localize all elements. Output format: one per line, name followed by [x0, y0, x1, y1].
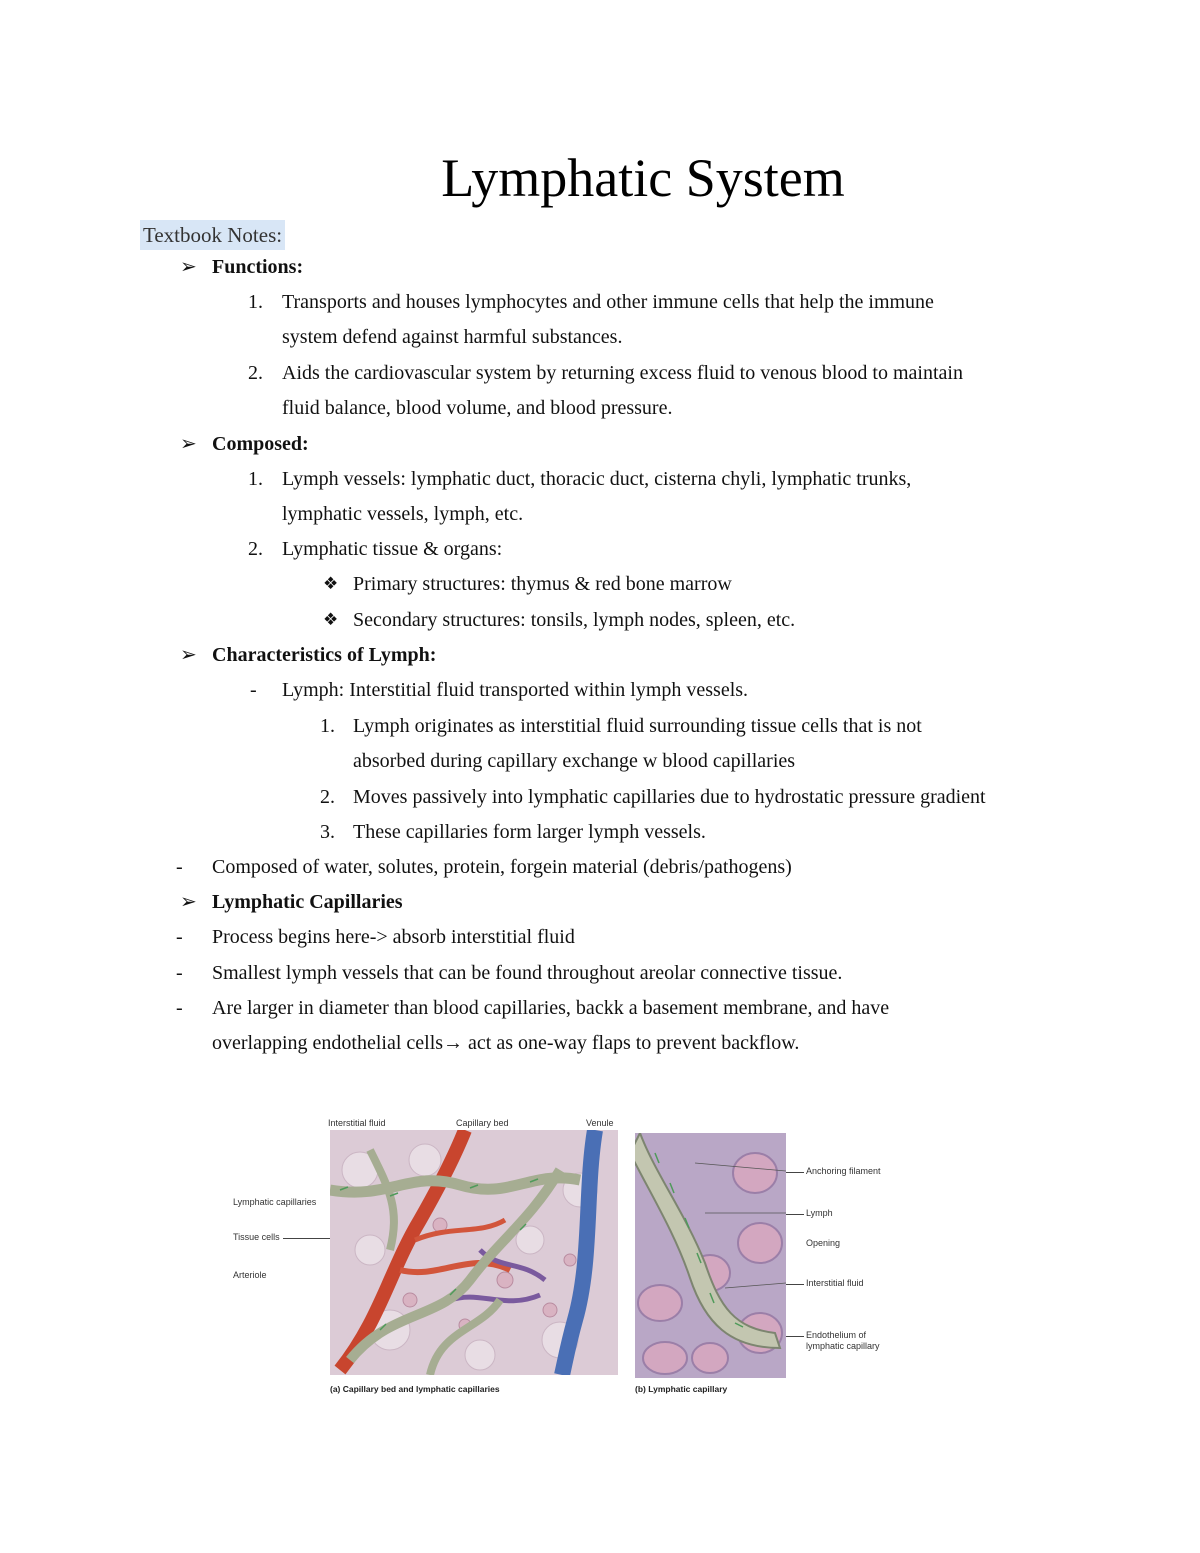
label-opening: Opening: [806, 1238, 841, 1248]
label-endothelium-continued: lymphatic capillary: [806, 1341, 880, 1351]
list-item: Lymph vessels: lymphatic duct, thoracic duct, cisterna chyli, lymphatic trunks,: [282, 468, 912, 490]
arrow-bullet-icon: ➢: [180, 891, 197, 913]
list-item: Lymphatic tissue & organs:: [282, 538, 503, 560]
bullet-point: Smallest lymph vessels that can be found throughout areolar connective tissue.: [212, 962, 843, 984]
dash-bullet-icon: -: [176, 997, 183, 1019]
arrow-bullet-icon: ➢: [180, 256, 197, 278]
list-item: Lymph originates as interstitial fluid surrounding tissue cells that is not: [353, 715, 922, 737]
label-arteriole: Arteriole: [233, 1270, 267, 1280]
caption-a: (a) Capillary bed and lymphatic capillaries: [330, 1384, 500, 1394]
leader-line: [786, 1214, 804, 1215]
label-interstitial-fluid-b: Interstitial fluid: [806, 1278, 864, 1288]
list-number: 1.: [248, 291, 263, 313]
list-item-continued: absorbed during capillary exchange w blood capillaries: [353, 750, 796, 772]
label-endothelium: Endothelium of: [806, 1330, 867, 1340]
label-capillary-bed: Capillary bed: [456, 1118, 509, 1128]
label-lymph: Lymph: [806, 1208, 833, 1218]
sub-list-item: Secondary structures: tonsils, lymph nodes, spleen, etc.: [353, 609, 796, 631]
leader-line: [786, 1284, 804, 1285]
capillary-bed-illustration: [330, 1130, 618, 1375]
label-interstitial-fluid: Interstitial fluid: [328, 1118, 386, 1128]
diamond-bullet-icon: ❖: [323, 610, 339, 629]
list-number: 2.: [248, 362, 263, 384]
label-venule: Venule: [586, 1118, 614, 1128]
characteristics-heading: Characteristics of Lymph:: [212, 644, 437, 666]
list-item-continued: fluid balance, blood volume, and blood pressure.: [282, 397, 673, 419]
dash-bullet-icon: -: [176, 856, 183, 878]
bullet-point: Are larger in diameter than blood capillaries, backk a basement membrane, and have: [212, 997, 890, 1019]
functions-heading: Functions:: [212, 256, 304, 278]
list-item: Moves passively into lymphatic capillaries due to hydrostatic pressure gradient: [353, 786, 986, 808]
list-number: 1.: [248, 468, 263, 490]
arrow-bullet-icon: ➢: [180, 644, 197, 666]
lymph-composition: Composed of water, solutes, protein, forgein material (debris/pathogens): [212, 856, 792, 878]
dash-bullet-icon: -: [250, 679, 257, 701]
label-anchoring-filament: Anchoring filament: [806, 1166, 881, 1176]
list-item: Aids the cardiovascular system by returning excess fluid to venous blood to maintain: [282, 362, 963, 384]
page-title: Lymphatic System: [441, 148, 845, 208]
bullet-point-continued: overlapping endothelial cells→ act as one-way flaps to prevent backflow.: [212, 1032, 800, 1054]
textbook-notes-heading: Textbook Notes:: [140, 220, 285, 250]
caption-b: (b) Lymphatic capillary: [635, 1384, 728, 1394]
list-number: 2.: [320, 786, 335, 808]
label-lymphatic-capillaries: Lymphatic capillaries: [233, 1197, 317, 1207]
dash-bullet-icon: -: [176, 926, 183, 948]
lymphatic-capillaries-heading: Lymphatic Capillaries: [212, 891, 403, 913]
list-item-continued: system defend against harmful substances.: [282, 326, 623, 348]
sub-list-item: Primary structures: thymus & red bone marrow: [353, 573, 732, 595]
list-item: These capillaries form larger lymph vessels.: [353, 821, 706, 843]
composed-heading: Composed:: [212, 433, 309, 455]
list-number: 2.: [248, 538, 263, 560]
lymph-definition: Lymph: Interstitial fluid transported within lymph vessels.: [282, 679, 749, 701]
list-item-continued: lymphatic vessels, lymph, etc.: [282, 503, 524, 525]
label-tissue-cells: Tissue cells: [233, 1232, 280, 1242]
list-item: Transports and houses lymphocytes and other immune cells that help the immune: [282, 291, 934, 313]
list-number: 3.: [320, 821, 335, 843]
leader-line: [786, 1336, 804, 1337]
diamond-bullet-icon: ❖: [323, 574, 339, 593]
arrow-bullet-icon: ➢: [180, 433, 197, 455]
lymphatic-capillary-illustration: [635, 1133, 786, 1378]
leader-line: [786, 1172, 804, 1173]
list-number: 1.: [320, 715, 335, 737]
bullet-point: Process begins here-> absorb interstitial fluid: [212, 926, 575, 948]
dash-bullet-icon: -: [176, 962, 183, 984]
